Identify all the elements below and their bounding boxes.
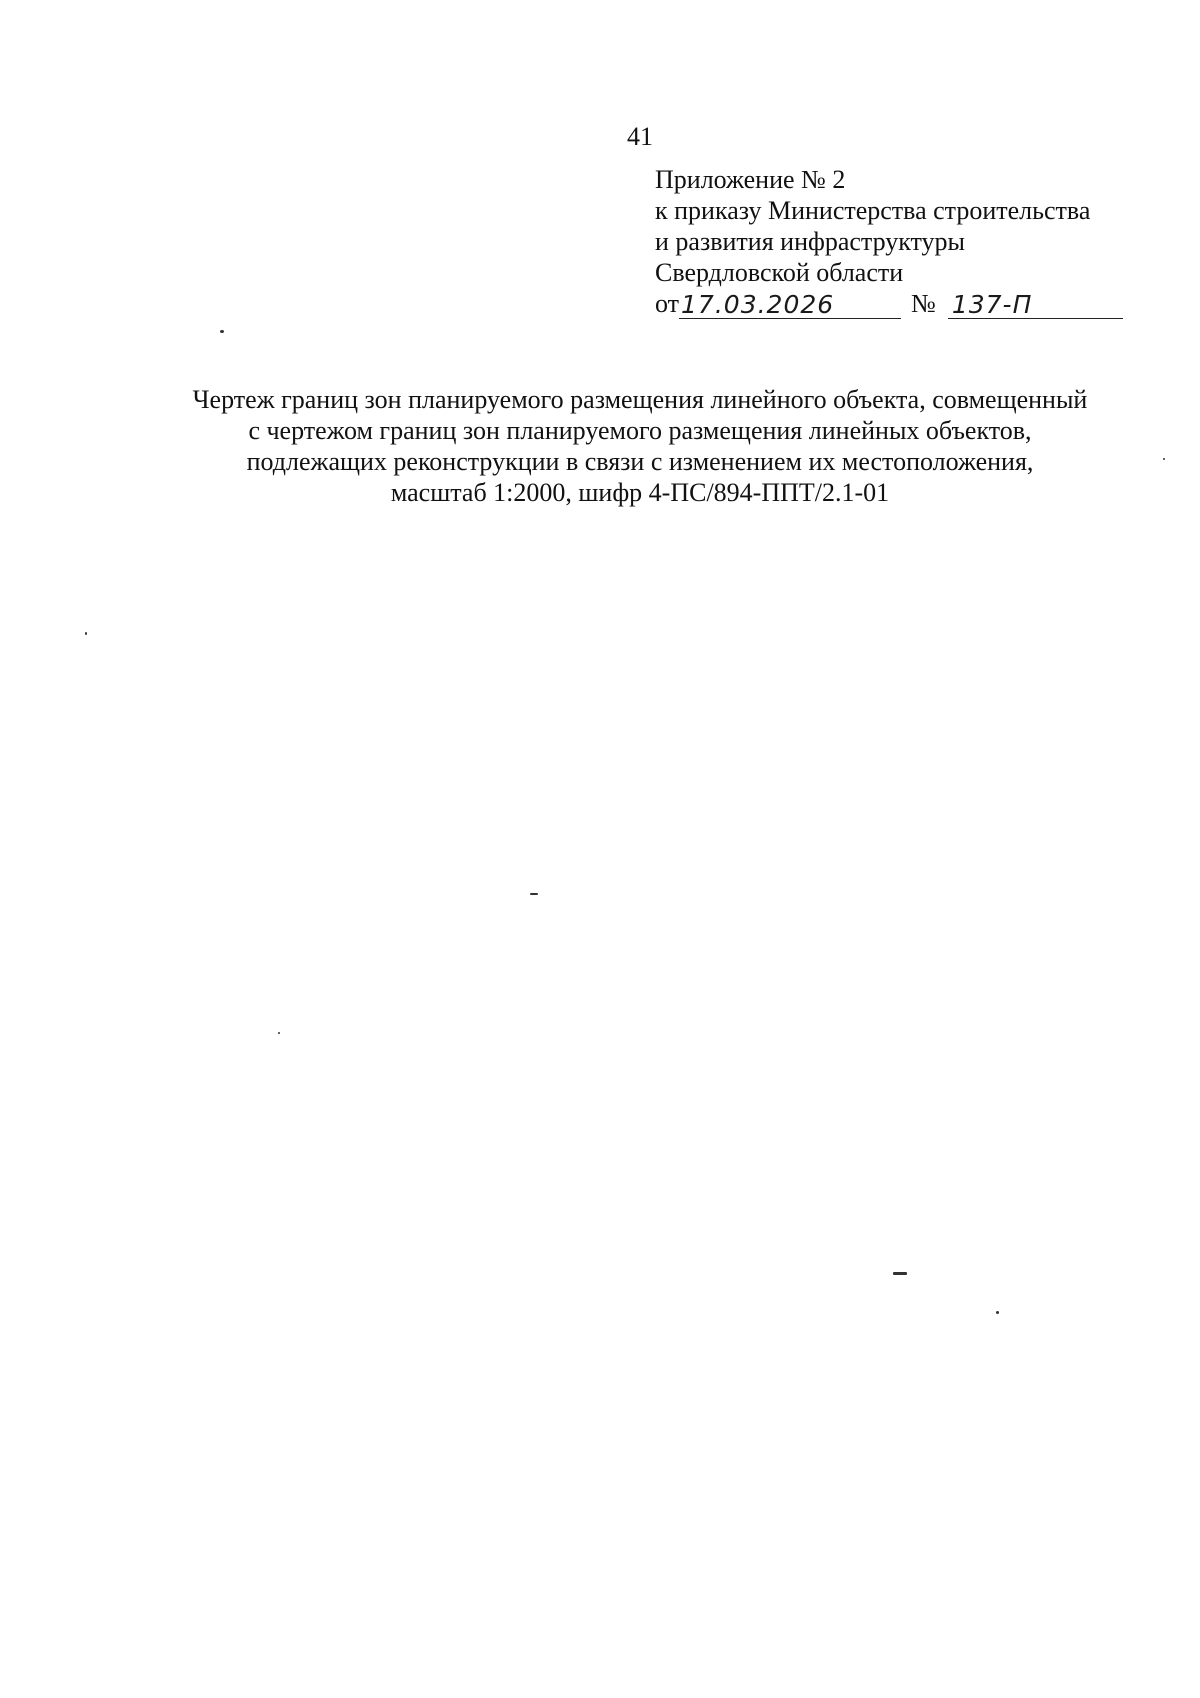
appendix-header xyxy=(655,164,1135,319)
title-line: Чертеж границ зон планируемого размещения линейного объекта, совмещенный xyxy=(192,385,1088,414)
document-title xyxy=(120,384,1160,508)
order-reference xyxy=(655,288,1135,319)
scan-speck xyxy=(278,1032,280,1034)
scan-speck xyxy=(530,893,538,895)
order-date-field: 17.03.2026 xyxy=(679,291,901,319)
title-line: подлежащих реконструкции в связи с изменением их местоположения, xyxy=(246,447,1034,476)
number-label: № xyxy=(911,289,936,318)
appendix-region-line: Свердловской области xyxy=(655,258,904,287)
order-number-field: 137-П xyxy=(948,291,1123,319)
scan-speck xyxy=(996,1311,999,1314)
title-line: с чертежом границ зон планируемого размещения линейных объектов, xyxy=(248,416,1032,445)
date-prefix: от xyxy=(655,289,680,318)
appendix-ministry-line: и развития инфраструктуры xyxy=(655,227,966,256)
title-line: масштаб 1:2000, шифр 4-ПС/894-ППТ/2.1-01 xyxy=(390,478,890,507)
scan-speck xyxy=(220,330,224,333)
appendix-order-line: к приказу Министерства строительства xyxy=(655,196,1091,225)
scan-speck xyxy=(85,632,87,635)
appendix-title: Приложение № 2 xyxy=(655,165,846,194)
scan-speck xyxy=(893,1272,907,1275)
page-number: 41 xyxy=(627,122,653,151)
scan-speck xyxy=(1163,458,1165,460)
